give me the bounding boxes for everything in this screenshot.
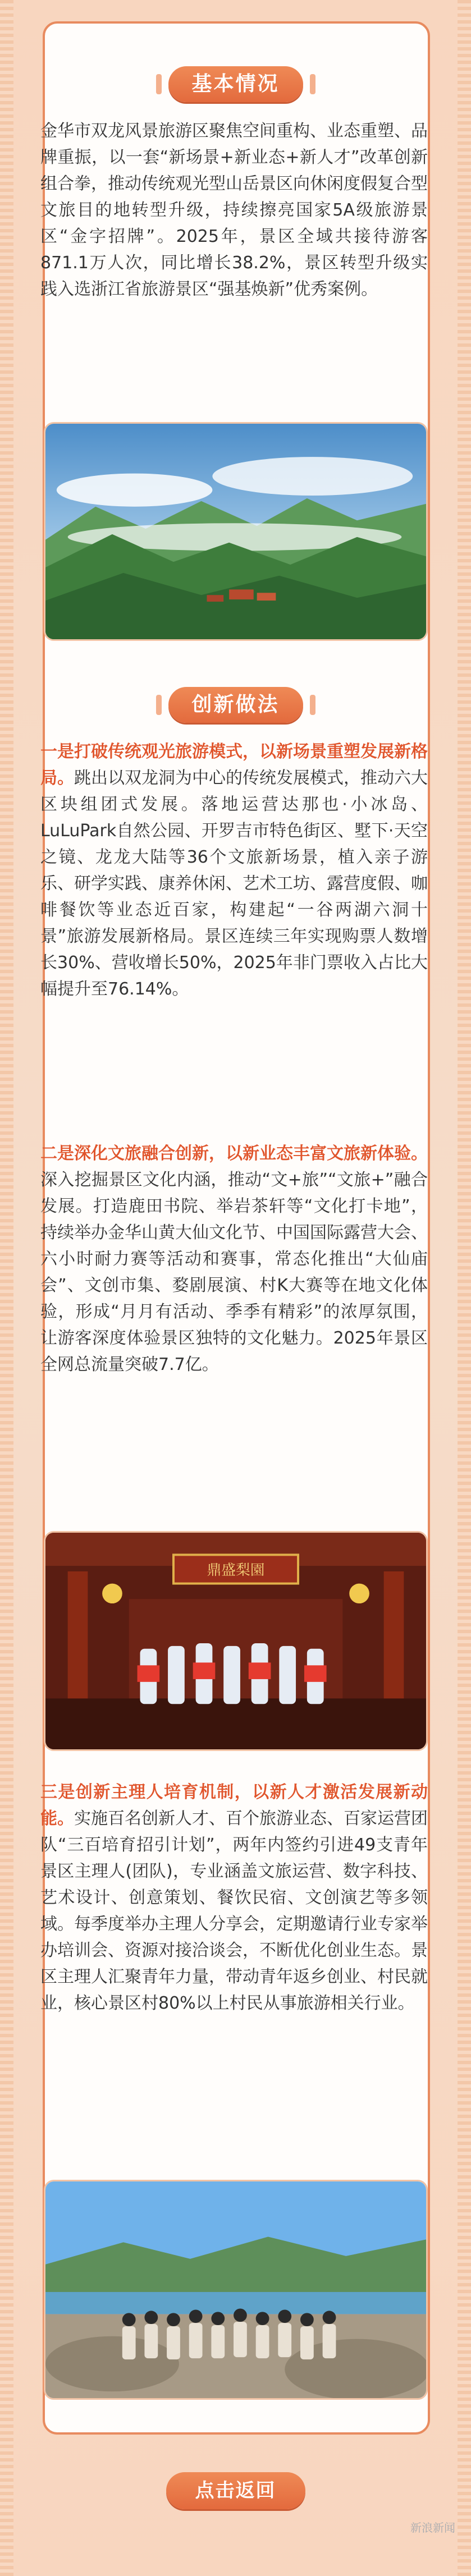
mountain-landscape-photo	[44, 422, 428, 641]
innovation-item-2	[40, 1140, 428, 1378]
basic-description: 金华市双龙风景旅游区聚焦空间重构、业态重塑、品牌重振，以一套“新场景+新业态+新人才”改革创新组合拳，推动传统观光型山岳景区向休闲度假复合型文旅目的地转型升级，持续擦亮国家5A级旅游景区“金字招牌”。2025年，景区全域共接待游客871.1万人次，同比增长38.2%，景区转型升级实践入选浙江省旅游景区“强基焕新”优秀案例。	[40, 121, 428, 299]
section-title-innovation: 创新做法	[168, 687, 303, 723]
right-decor-stripe	[458, 0, 471, 2576]
theater-sign: 鼎盛梨園	[207, 1561, 265, 1579]
innovation-item-3	[40, 1779, 428, 2016]
item-2-lead: 二是深化文旅融合创新，以新业态丰富文旅新体验。	[40, 1144, 428, 1163]
item-3-lead: 三是创新主理人培育机制，以新人才激活发展新动能。	[40, 1782, 428, 1828]
item-1-lead: 一是打破传统观光旅游模式，以新场景重塑发展新格局。	[40, 742, 428, 788]
watermark-logo: 新浪新闻	[410, 2521, 455, 2534]
item-2-body: 深入挖掘景区文化内涵，推动“文+旅”“文旅+”融合发展。打造鹿田书院、举岩茶轩等“文化打卡地”，持续举办金华山黄大仙文化节、中国国际露营大会、六小时耐力赛等活动和赛事，常态化推出“大仙庙会”、文创市集、婺剧展演、村K大赛等在地文化体验，形成“月月有活动、季季有精彩”的浓厚氛围，让游客深度体验景区独特的文化魅力。2025年景区全网总流量突破7.7亿。	[40, 1170, 428, 1374]
group-photo-by-lake	[44, 2180, 428, 2400]
stage-performance-photo	[44, 1531, 428, 1751]
item-3-body: 实施百名创新人才、百个旅游业态、百家运营团队“三百培育招引计划”，两年内签约引进49支青年景区主理人(团队)，专业涵盖文旅运营、数字科技、艺术设计、创意策划、餐饮民宿、文创演艺等多领域。每季度举办主理人分享会，定期邀请行业专家举办培训会、资源对接洽谈会，不断优化创业生态。景区主理人汇聚青年力量，带动青年返乡创业、村民就业，核心景区村80%以上村民从事旅游相关行业。	[40, 1809, 428, 2013]
item-1-body: 跳出以双龙洞为中心的传统发展模式，推动六大区块组团式发展。落地运营达那也·小冰岛、LuLuPark自然公园、开罗吉市特色街区、墅下·天空之镜、龙龙大陆等36个文旅新场景，植入亲子游乐、研学实践、康养休闲、艺术工坊、露营度假、咖啡餐饮等业态近百家，构建起“一谷两湖六洞十景”旅游发展新格局。景区连续三年实现购票人数增长30%、营收增长50%，2025年非门票收入占比大幅提升至76.14%。	[40, 768, 428, 999]
back-button[interactable]: 点击返回	[166, 2472, 305, 2509]
section-title-basic: 基本情况	[168, 66, 303, 102]
left-decor-stripe	[0, 0, 13, 2576]
innovation-item-1	[40, 739, 428, 1002]
